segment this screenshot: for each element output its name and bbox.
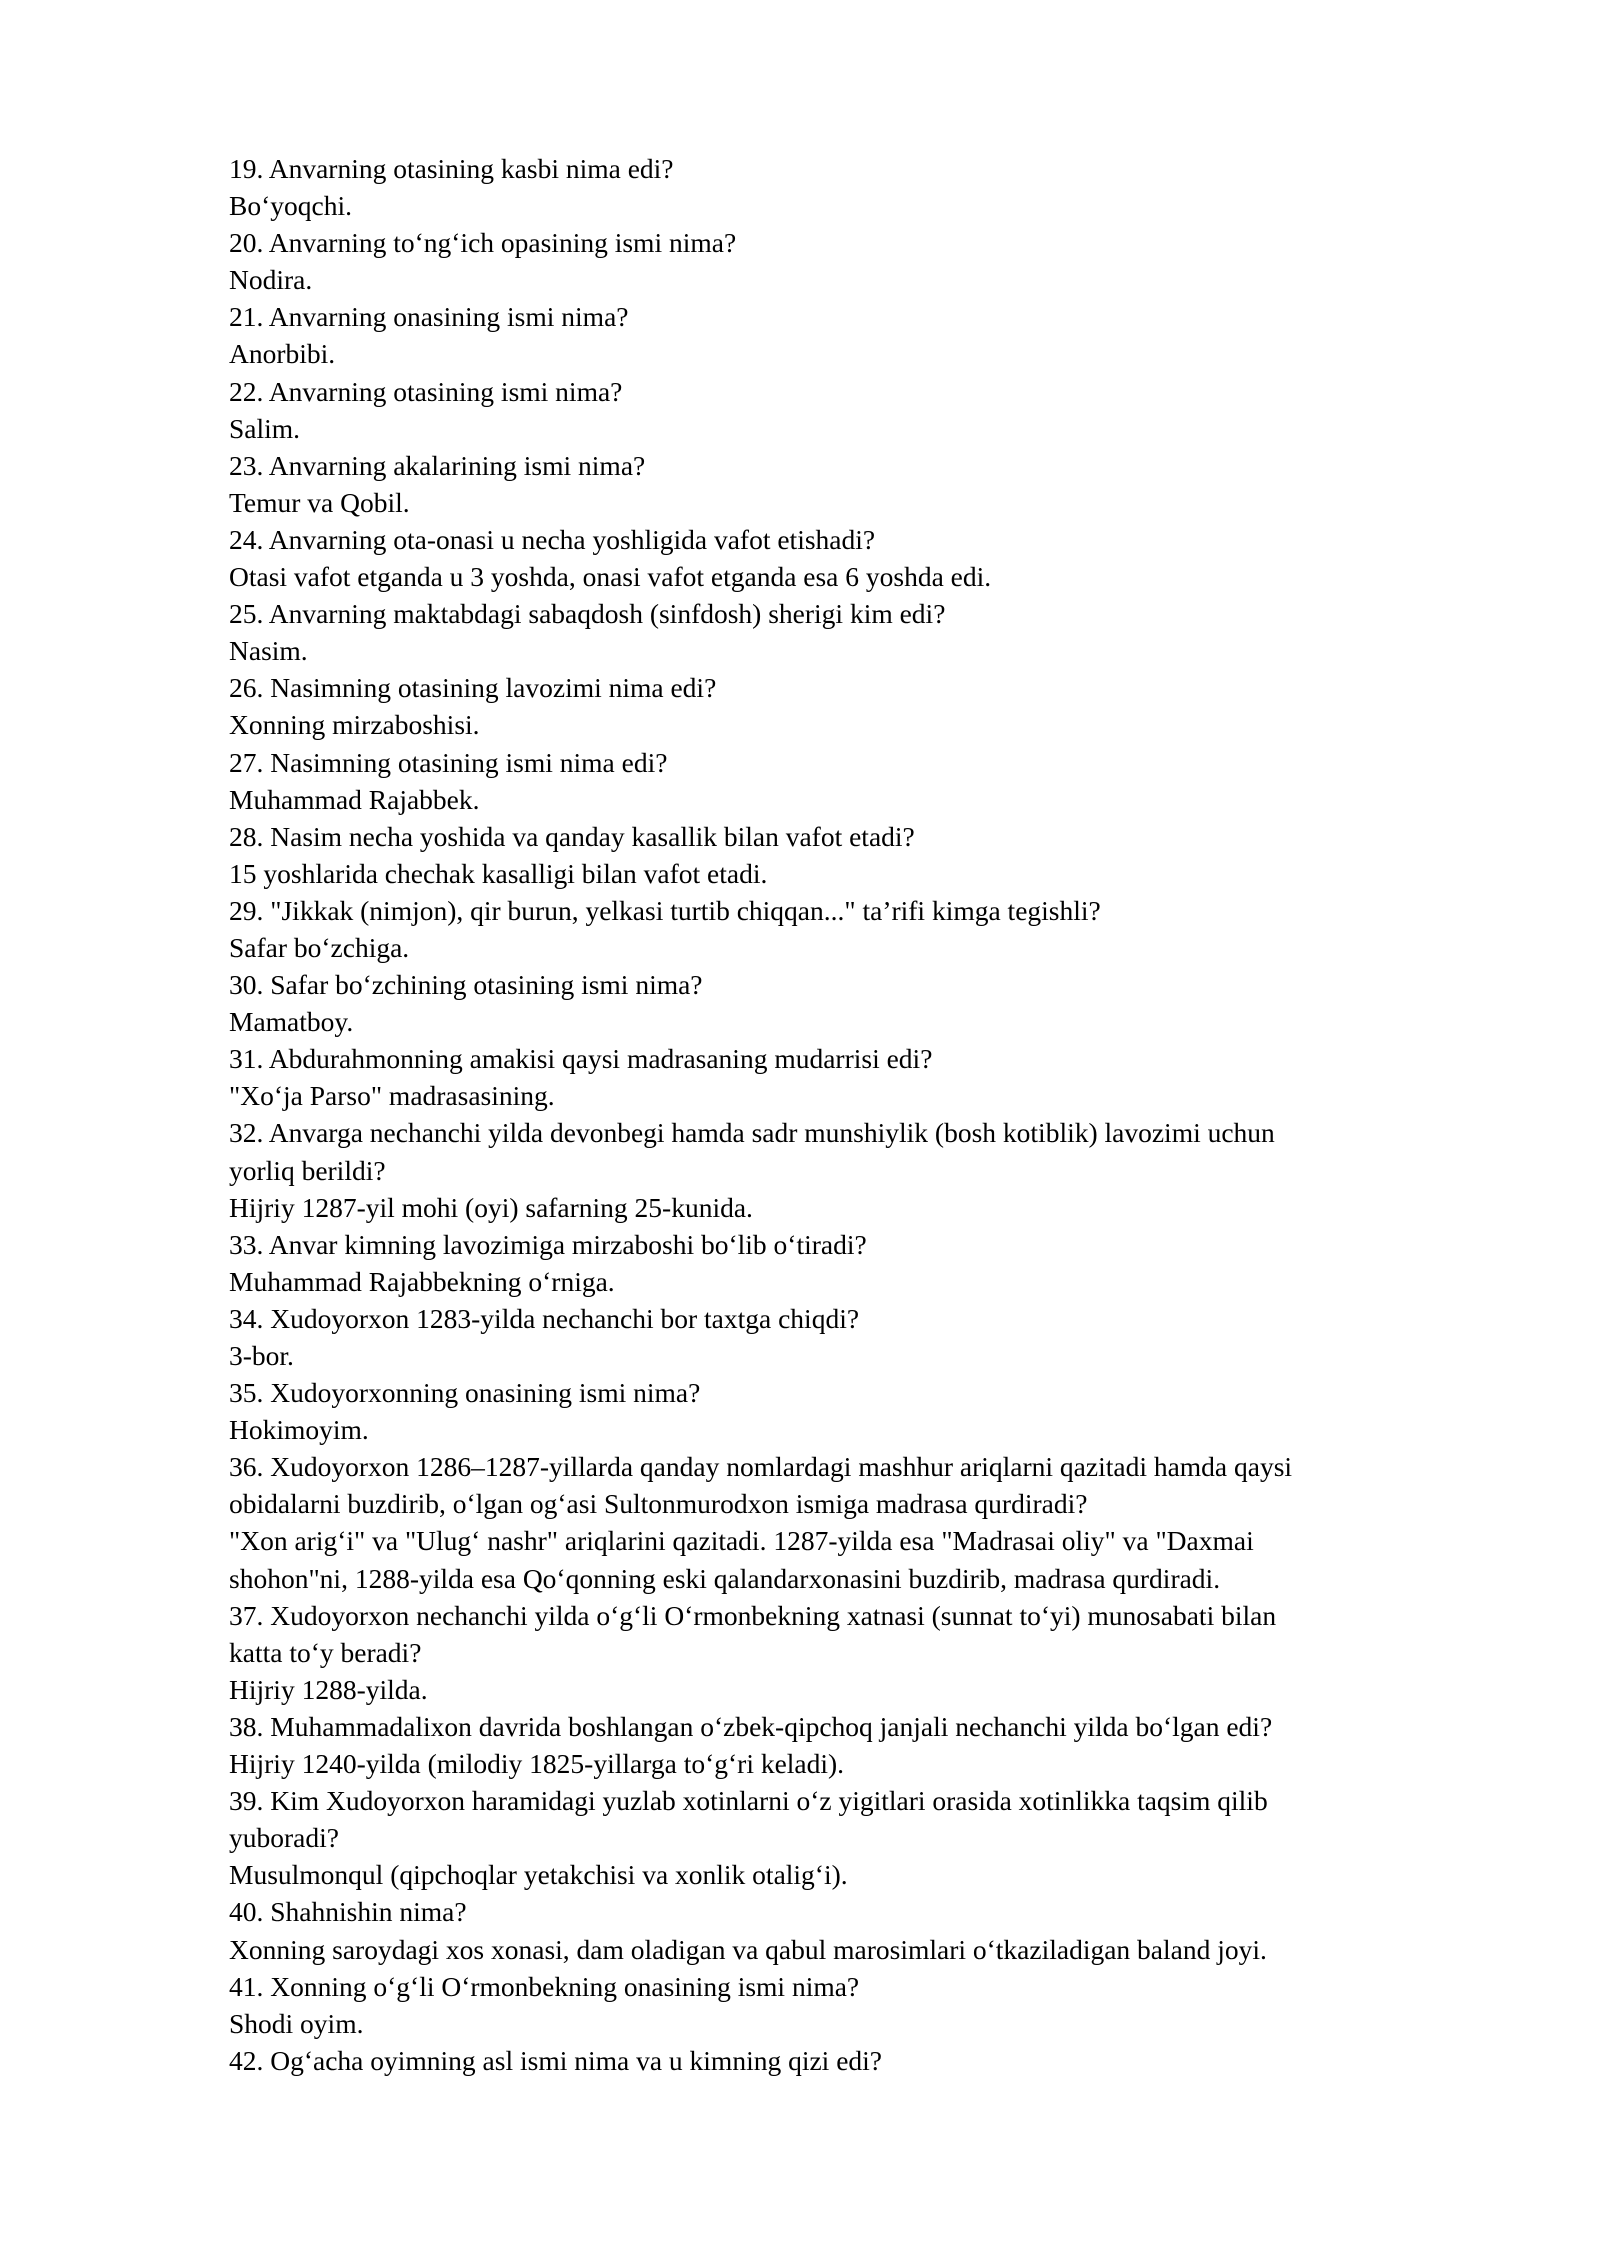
question-line: 39. Kim Xudoyorxon haramidagi yuzlab xotinlarni o‘z yigitlari orasida xotinlikka taqsim qilib xyxy=(229,1785,1268,1817)
qa-item xyxy=(229,2042,1529,2079)
qa-item xyxy=(229,150,1529,224)
question-line: 23. Anvarning akalarining ismi nima? xyxy=(229,449,646,481)
answer-line: Xonning saroydagi xos xonasi, dam oladigan va qabul marosimlari o‘tkaziladigan baland joyi. xyxy=(229,1933,1267,1965)
question-line: 26. Nasimning otasining lavozimi nima edi? xyxy=(229,672,717,704)
qa-item xyxy=(229,1968,1529,2042)
question-line: katta to‘y beradi? xyxy=(229,1636,422,1668)
answer-line: Safar bo‘zchiga. xyxy=(229,931,410,963)
question-line: 28. Nasim necha yoshida va qanday kasallik bilan vafot etadi? xyxy=(229,820,915,852)
qa-item xyxy=(229,1708,1529,1782)
answer-line: 3-bor. xyxy=(229,1340,294,1371)
answer-line: Hijriy 1287-yil mohi (oyi) safarning 25-kunida. xyxy=(229,1191,753,1223)
answer-line: Muhammad Rajabbekning o‘rniga. xyxy=(229,1265,615,1297)
answer-line: Hijriy 1288-yilda. xyxy=(229,1673,428,1705)
question-line: 30. Safar bo‘zchining otasining ismi nima? xyxy=(229,969,703,1001)
question-line: 20. Anvarning to‘ng‘ich opasining ismi nima? xyxy=(229,227,737,259)
question-line: 25. Anvarning maktabdagi sabaqdosh (sinfdosh) sherigi kim edi? xyxy=(229,598,946,630)
answer-line: Nodira. xyxy=(229,264,313,296)
answer-line: Mamatboy. xyxy=(229,1006,354,1038)
question-line: 35. Xudoyorxonning onasining ismi nima? xyxy=(229,1377,701,1409)
question-line: 29. "Jikkak (nimjon), qir burun, yelkasi turtib chiqqan..." ta’rifi kimga tegishli? xyxy=(229,894,1101,926)
question-line: 37. Xudoyorxon nechanchi yilda o‘g‘li O‘rmonbekning xatnasi (sunnat to‘yi) munosabati bilan xyxy=(229,1599,1277,1631)
qa-item xyxy=(229,1114,1529,1225)
question-line: 34. Xudoyorxon 1283-yilda nechanchi bor taxtga chiqdi? xyxy=(229,1302,860,1334)
answer-line: shohon"ni, 1288-yilda esa Qo‘qonning eski qalandarxonasini buzdirib, madrasa qurdiradi. xyxy=(229,1562,1221,1594)
qa-item xyxy=(229,892,1529,966)
question-line: 19. Anvarning otasining kasbi nima edi? xyxy=(229,153,674,184)
qa-item xyxy=(229,224,1529,298)
question-line: obidalarni buzdirib, o‘lgan og‘asi Sultonmurodxon ismiga madrasa qurdiradi? xyxy=(229,1488,1088,1520)
answer-line: 15 yoshlarida chechak kasalligi bilan vafot etadi. xyxy=(229,857,768,889)
qa-item xyxy=(229,1597,1529,1708)
answer-line: Musulmonqul (qipchoqlar yetakchisi va xonlik otalig‘i). xyxy=(229,1859,848,1891)
answer-line: "Xo‘ja Parso" madrasasining. xyxy=(229,1080,555,1112)
answer-line: "Xon arig‘i" va "Ulug‘ nashr" ariqlarini qazitadi. 1287-yilda esa "Madrasai oliy" va "Daxmai xyxy=(229,1525,1254,1557)
question-line: 31. Abdurahmonning amakisi qaysi madrasaning mudarrisi edi? xyxy=(229,1043,933,1075)
qa-item xyxy=(229,1374,1529,1448)
answer-line: Salim. xyxy=(229,412,301,444)
question-line: 21. Anvarning onasining ismi nima? xyxy=(229,301,629,333)
qa-item xyxy=(229,966,1529,1040)
question-line: 33. Anvar kimning lavozimiga mirzaboshi bo‘lib o‘tiradi? xyxy=(229,1228,867,1260)
answer-line: Otasi vafot etganda u 3 yoshda, onasi vafot etganda esa 6 yoshda edi. xyxy=(229,561,992,593)
question-line: 42. Og‘acha oyimning asl ismi nima va u kimning qizi edi? xyxy=(229,2044,883,2076)
qa-item xyxy=(229,373,1529,447)
qa-item xyxy=(229,1782,1529,1893)
qa-item xyxy=(229,521,1529,595)
question-line: 38. Muhammadalixon davrida boshlangan o‘zbek-qipchoq janjali nechanchi yilda bo‘lgan edi? xyxy=(229,1710,1273,1742)
answer-line: Muhammad Rajabbek. xyxy=(229,783,480,815)
qa-item xyxy=(229,669,1529,743)
qa-item xyxy=(229,447,1529,521)
answer-line: Nasim. xyxy=(229,635,308,667)
answer-line: Anorbibi. xyxy=(229,338,336,370)
qa-item xyxy=(229,744,1529,818)
answer-line: Hokimoyim. xyxy=(229,1414,369,1446)
answer-line: Temur va Qobil. xyxy=(229,486,410,518)
qa-item xyxy=(229,1893,1529,1967)
question-line: 36. Xudoyorxon 1286–1287-yillarda qanday nomlardagi mashhur ariqlarni qazitadi hamda qaysi xyxy=(229,1451,1293,1483)
question-line: 41. Xonning o‘g‘li O‘rmonbekning onasining ismi nima? xyxy=(229,1970,860,2002)
question-line: 24. Anvarning ota-onasi u necha yoshligida vafot etishadi? xyxy=(229,523,876,555)
qa-item xyxy=(229,1040,1529,1114)
question-line: yuboradi? xyxy=(229,1822,339,1854)
answer-line: Bo‘yoqchi. xyxy=(229,190,352,222)
question-line: 27. Nasimning otasining ismi nima edi? xyxy=(229,746,668,778)
qa-item xyxy=(229,595,1529,669)
question-line: 40. Shahnishin nima? xyxy=(229,1896,467,1928)
question-line: 32. Anvarga nechanchi yilda devonbegi hamda sadr munshiylik (bosh kotiblik) lavozimi uchun xyxy=(229,1117,1275,1149)
answer-line: Hijriy 1240-yilda (milodiy 1825-yillarga to‘g‘ri keladi). xyxy=(229,1748,845,1780)
qa-item xyxy=(229,1226,1529,1300)
qa-item xyxy=(229,1448,1529,1596)
document-page xyxy=(229,150,1529,2079)
qa-item xyxy=(229,818,1529,892)
qa-item xyxy=(229,298,1529,372)
answer-line: Xonning mirzaboshisi. xyxy=(229,709,480,741)
question-line: yorliq berildi? xyxy=(229,1154,386,1186)
qa-item xyxy=(229,1300,1529,1374)
question-line: 22. Anvarning otasining ismi nima? xyxy=(229,375,623,407)
answer-line: Shodi oyim. xyxy=(229,2007,364,2039)
